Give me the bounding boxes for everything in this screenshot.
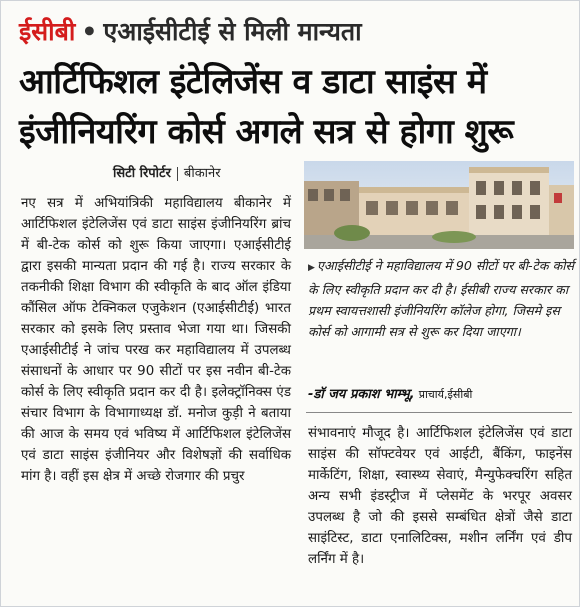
byline-city: बीकानेर — [183, 166, 221, 181]
building-photo-graphic — [304, 161, 574, 249]
caption-marker-icon: ▶ — [308, 263, 315, 273]
byline-separator — [177, 167, 178, 181]
kicker-tag: ईसीबी — [19, 17, 76, 46]
article-body-left — [21, 193, 291, 487]
headline-line-2: इंजीनियरिंग कोर्स अगले सत्र से होगा शुरू — [19, 112, 514, 152]
kicker-line — [19, 15, 569, 49]
headline-line-1: आर्टिफिशल इंटेलिजेंस व डाटा साइंस में — [19, 62, 487, 102]
signature-name: -डॉ जय प्रकाश भाम्भू, — [308, 387, 415, 402]
quote-signature — [308, 384, 472, 402]
headline — [19, 57, 571, 157]
article-body-right — [308, 423, 572, 570]
article-paragraph-left: नए सत्र में अभियांत्रिकी महाविद्यालय बीकानेर में आर्टिफिशल इंटेलिजेंस एवं डाटा साइंस इंजीनियरिंग ब्रांच में बी-टेक कोर्स को शुरू किया जाएगा। एआईसीटीई द्वारा इसकी मान्यता प्रदान की गई है। राज्य सरकार के तकनीकी शिक्षा विभाग की स्वीकृति के बाद ऑल इंडिया कौंसिल ऑफ टेक्निकल एजुकेशन (एआईसीटीई) भारत सरकार को इसके लिए प्रस्ताव भेजा गया था। जिसकी एआईसीटीई ने जांच परख कर महाविद्यालय में उपलब्ध संसाधनों के आधार पर 90 सीटों पर इस नवीन बी-टेक कोर्स के लिए स्वीकृति प्रदान कर दी है। इलेक्ट्रॉनिक्स एंड संचार विभाग के विभागाध्यक्ष डॉ. मनोज कुड़ी ने बताया की आज के समय एवं भविष्य में आर्टिफिशल इंटेलिजेंस एवं डाटा साइंस इंजीनियर और विशेषज्ञों की सर्वाधिक मांग है। वहीं इस क्षेत्र में अच्छे रोजगार की प्रचुर — [21, 196, 291, 484]
kicker-text: एआईसीटीई से मिली मान्यता — [103, 17, 362, 46]
byline-reporter: सिटी रिपोर्टर — [113, 166, 171, 181]
column-divider — [306, 412, 572, 413]
article-paragraph-right: संभावनाएं मौजूद है। आर्टिफिशल इंटेलिजेंस एवं डाटा साइंस की सॉफ्टवेयर एवं आईटी, बैंकिंग, फाइनेंस मार्केटिंग, शिक्षा, स्वास्थ्य सेवाएं, मैन्युफेक्चरिंग सहित अन्य सभी इंडस्ट्रीज में प्लेसमेंट के भरपूर अवसर उपलब्ध है जो की इससे सम्बंधित क्षेत्रों जैसे डाटा साइंटिस्ट, डाटा एनालिटिक्स, मशीन लर्निंग एवं डीप लर्निंग में है। — [308, 426, 572, 567]
photo-caption — [308, 255, 574, 342]
byline — [113, 163, 221, 181]
kicker-bullet: • — [81, 17, 98, 46]
signature-role: प्राचार्य,ईसीबी — [418, 388, 473, 401]
caption-text: एआईसीटीई ने महाविद्यालय में 90 सीटों पर बी-टेक कोर्स के लिए स्वीकृति प्रदान कर दी है। ईसीबी राज्य सरकार का प्रथम स्वायत्तशासी इंजीनियरिंग कॉलेज होगा, जिसमे इस कोर्स को आगामी सत्र से शुरू कर दिया जाएगा। — [308, 258, 575, 339]
college-building-photo — [304, 161, 574, 249]
